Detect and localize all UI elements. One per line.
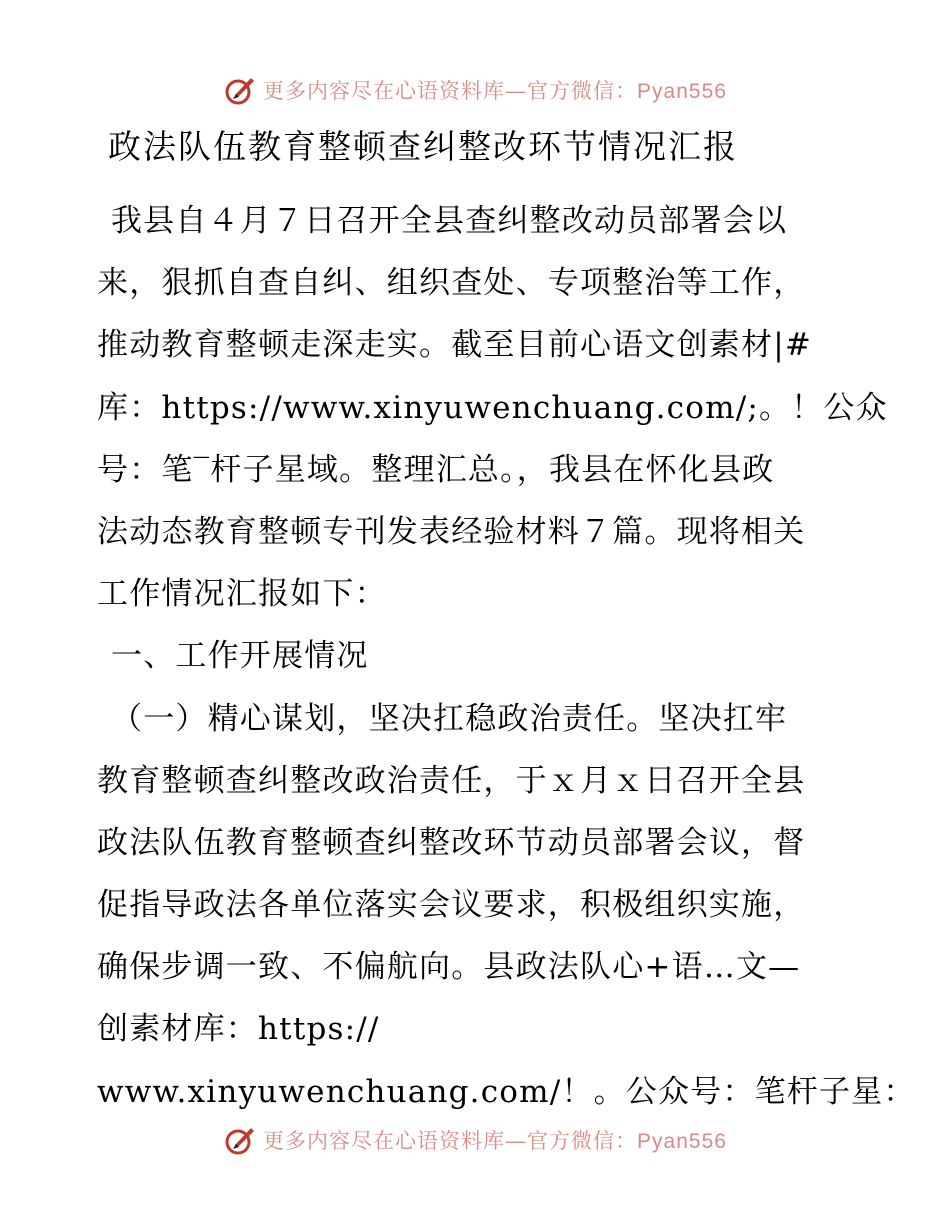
- document-title: 政法队伍教育整顿查纠整改环节情况汇报: [108, 127, 738, 166]
- quill-circle-icon: [223, 1123, 257, 1157]
- watermark-text: 更多内容尽在心语资料库—官方微信：Pyan556: [263, 1129, 727, 1153]
- watermark-handle: Pyan556: [637, 80, 727, 103]
- body-line: 教育整顿查纠整改政治责任，于ｘ月ｘ日召开全县: [97, 762, 806, 799]
- body-line: 创素材库：https://: [97, 1011, 380, 1048]
- watermark-handle: Pyan556: [637, 1130, 727, 1153]
- body-line: www.xinyuwenchuang.com/！。公众号：笔杆子星：: [97, 1073, 916, 1110]
- body-line: 工作情况汇报如下：: [97, 576, 387, 613]
- body-line: 法动态教育整顿专刊发表经验材料７篇。现将相关: [97, 513, 806, 550]
- section-heading: 一、工作开展情况: [111, 638, 369, 675]
- body-line: 确保步调一致、不偏航向。县政法队心+语…文—: [97, 949, 801, 986]
- body-line: 推动教育整顿走深走实。截至目前心语文创素材|#: [97, 327, 813, 364]
- watermark-header: [0, 70, 950, 110]
- body-line: 我县自４月７日召开全县查纠整改动员部署会以: [111, 203, 788, 239]
- watermark-text: 更多内容尽在心语资料库—官方微信：Pyan556: [263, 79, 727, 103]
- document-body: [97, 190, 916, 1123]
- quill-circle-icon: [223, 73, 257, 107]
- body-line: 促指导政法各单位落实会议要求，积极组织实施，: [97, 887, 806, 924]
- body-line: 政法队伍教育整顿查纠整改环节动员部署会议，督: [97, 824, 806, 861]
- watermark-footer: [0, 1120, 950, 1160]
- body-line: 来，狠抓自查自纠、组织查处、专项整治等工作，: [97, 265, 806, 302]
- body-line: 库：https://www.xinyuwenchuang.com/;。！公众: [97, 389, 888, 426]
- body-line: （一）精心谋划，坚决扛稳政治责任。坚决扛牢: [111, 700, 788, 737]
- body-line: 号：笔‾杆子星域。整理汇总。，我县在怀化县政: [97, 451, 775, 488]
